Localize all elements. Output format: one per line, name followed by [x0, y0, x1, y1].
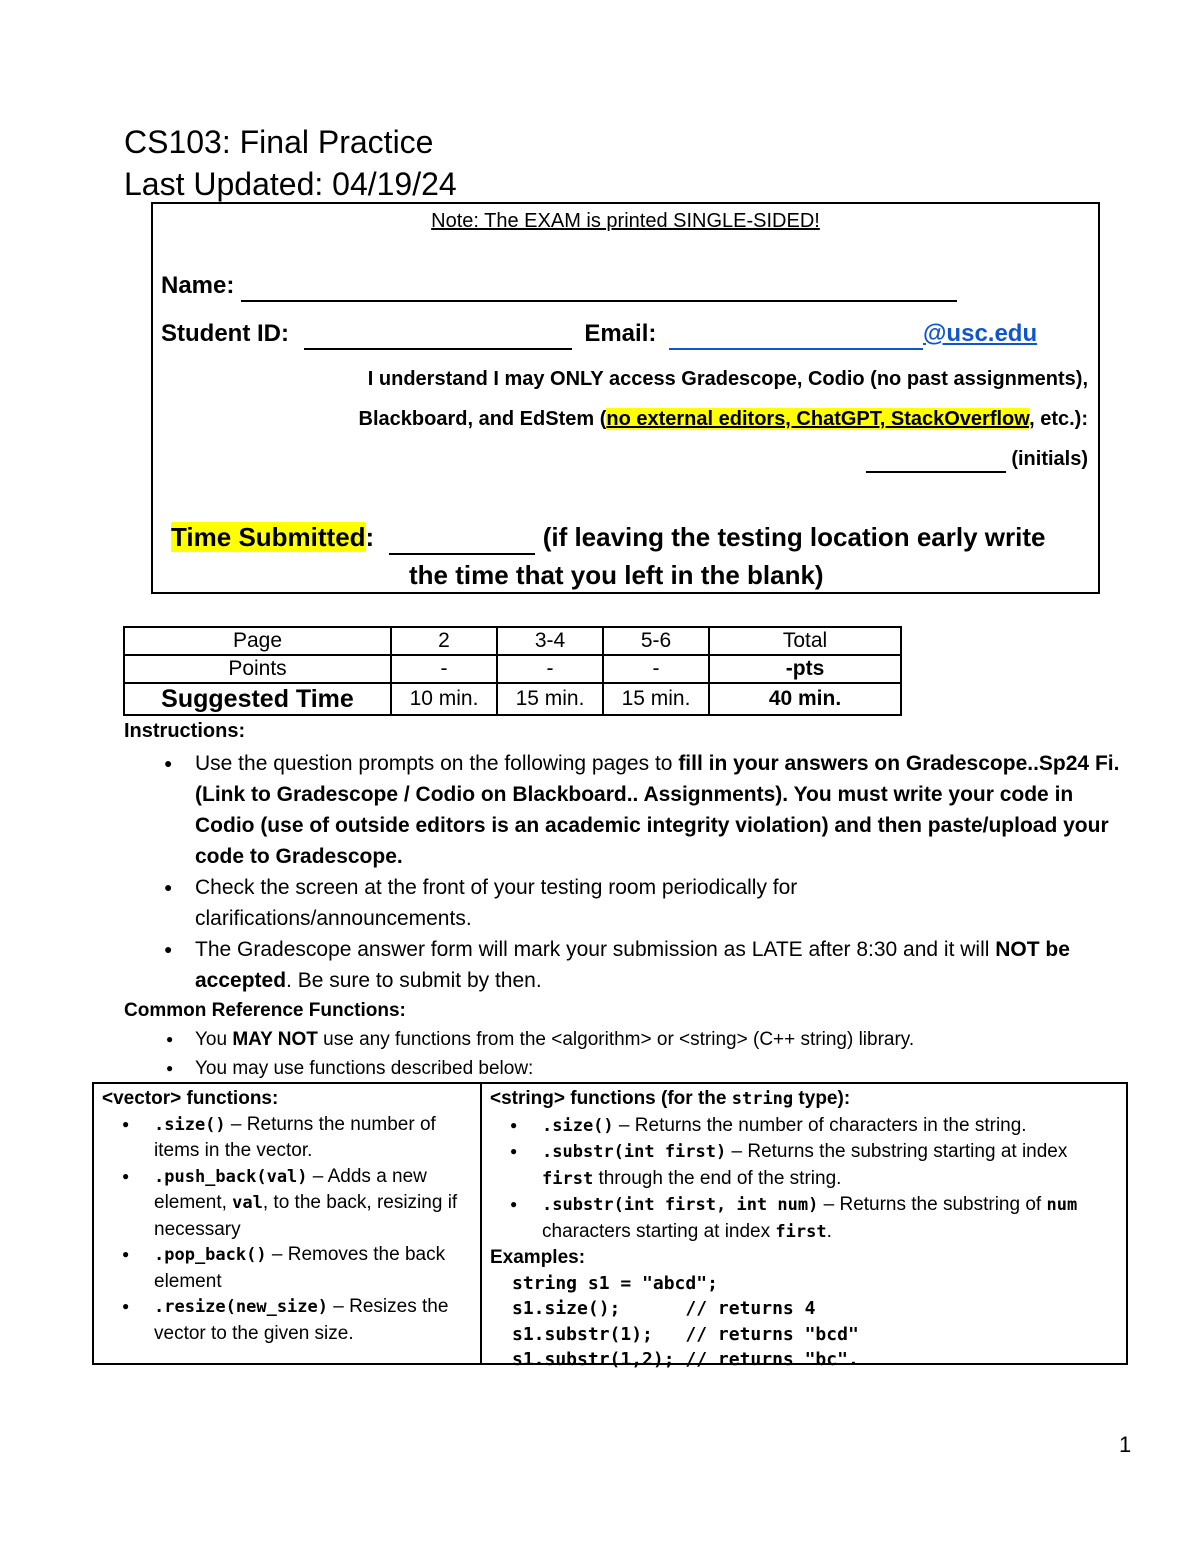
list-item	[124, 1025, 914, 1054]
code-line: s1.substr(1); // returns "bcd"	[512, 1323, 859, 1345]
list-item	[124, 872, 1124, 934]
function-desc: through the end of the string.	[593, 1167, 842, 1189]
table-cell: -	[497, 655, 603, 683]
list-item	[102, 1112, 474, 1164]
function-name: .size()	[542, 1115, 614, 1136]
item-text: Use the question prompts on the following pages to	[195, 752, 679, 775]
item-text: The Gradescope answer form will mark your submission as LATE after 8:30 and it will	[195, 938, 996, 961]
pledge-line-2	[359, 408, 1088, 431]
title-code: string	[731, 1089, 794, 1109]
table-cell: 5-6	[603, 627, 709, 655]
instructions-heading: Instructions:	[124, 720, 246, 742]
score-table	[123, 626, 902, 716]
function-name: .push_back(val)	[154, 1166, 308, 1187]
function-name: .substr(int first, int num)	[542, 1195, 819, 1215]
string-title	[490, 1086, 1120, 1113]
time-note-2: the time that you left in the blank)	[409, 560, 824, 590]
item-text: . Be sure to submit by then.	[286, 969, 542, 992]
param-name: first	[775, 1221, 827, 1242]
string-functions-column	[490, 1086, 1120, 1373]
reference-list	[124, 1025, 914, 1083]
document-title: CS103: Final Practice	[124, 124, 434, 160]
table-row	[124, 627, 901, 655]
item-bold-text: MAY NOT	[232, 1029, 318, 1050]
id-email-row	[161, 320, 1037, 350]
table-cell: 2	[391, 627, 497, 655]
function-desc: – Resizes the vector to the given size.	[154, 1296, 449, 1344]
instructions-list	[124, 748, 1124, 996]
list-item	[124, 934, 1124, 996]
function-desc: – Returns the substring starting at index	[726, 1141, 1068, 1162]
table-cell: Total	[709, 627, 901, 655]
student-info-box	[151, 202, 1100, 594]
table-row	[124, 655, 901, 683]
time-colon: :	[365, 522, 375, 552]
function-desc: characters starting at index	[542, 1220, 776, 1242]
param-name: num	[1046, 1195, 1078, 1215]
list-item	[124, 748, 1124, 872]
column-divider	[480, 1084, 482, 1363]
list-item	[102, 1164, 474, 1243]
title-text: <string> functions (for the	[490, 1088, 732, 1109]
table-cell: 3-4	[497, 627, 603, 655]
pledge-highlight: no external editors, ChatGPT, StackOverflow	[606, 408, 1030, 430]
list-item	[124, 1054, 914, 1083]
time-submitted-blank[interactable]	[389, 522, 535, 555]
table-cell: -	[603, 655, 709, 683]
initials-label: (initials)	[1011, 448, 1088, 470]
list-item	[490, 1113, 1120, 1140]
student-id-blank[interactable]	[304, 320, 572, 350]
item-text: You may use functions described below:	[195, 1058, 534, 1079]
list-item	[490, 1192, 1120, 1245]
reference-heading: Common Reference Functions:	[124, 1000, 406, 1021]
time-note-1: (if leaving the testing location early write	[542, 522, 1046, 552]
function-name: .size()	[154, 1114, 226, 1135]
vector-functions-column	[102, 1086, 474, 1346]
time-submitted-row	[171, 522, 1045, 555]
function-desc: – Returns the number of items in the vector.	[154, 1113, 436, 1161]
pledge-line-1: I understand I may ONLY access Gradescope, Codio (no past assignments),	[367, 368, 1088, 390]
table-cell: 40 min.	[709, 683, 901, 715]
student-id-label: Student ID:	[161, 320, 289, 347]
single-sided-note: Note: The EXAM is printed SINGLE-SIDED!	[431, 210, 820, 232]
code-line: s1.size(); // returns 4	[512, 1298, 816, 1319]
email-domain: @usc.edu	[923, 320, 1038, 347]
table-cell: Page	[124, 627, 391, 655]
time-submitted-label: Time Submitted	[171, 522, 366, 552]
list-item	[490, 1139, 1120, 1192]
table-cell: 10 min.	[391, 683, 497, 715]
reference-table	[92, 1082, 1128, 1370]
item-bold-text: NOT be accepted	[195, 938, 1070, 992]
examples-label: Examples:	[490, 1247, 586, 1268]
function-desc: – Removes the back element	[154, 1244, 446, 1292]
name-blank[interactable]	[241, 272, 957, 302]
item-text: You	[195, 1029, 233, 1050]
name-row	[161, 272, 957, 302]
code-line: s1.substr(1,2); // returns "bc".	[512, 1349, 859, 1370]
pledge-end: , etc.):	[1029, 408, 1088, 430]
item-text: use any functions from the <algorithm> or <string> (C++ string) library.	[317, 1029, 915, 1050]
item-text: Check the screen at the front of your testing room periodically for clarifications/announcements.	[195, 876, 798, 930]
table-cell: -	[391, 655, 497, 683]
function-name: .substr(int first)	[542, 1142, 727, 1162]
pledge-start: Blackboard, and EdStem (	[358, 408, 607, 430]
vector-title: <vector> functions:	[102, 1088, 279, 1109]
function-desc: – Returns the substring of	[818, 1194, 1047, 1215]
email-blank[interactable]	[669, 320, 923, 350]
table-cell: Suggested Time	[124, 683, 391, 715]
function-desc: .	[826, 1220, 832, 1242]
function-desc: , to the back, resizing if necessary	[154, 1192, 458, 1240]
list-item	[102, 1294, 474, 1346]
table-cell: Points	[124, 655, 391, 683]
name-label: Name:	[161, 272, 235, 299]
table-cell: 15 min.	[603, 683, 709, 715]
param-name: first	[542, 1168, 594, 1189]
function-name: .pop_back()	[154, 1245, 267, 1265]
table-row	[124, 683, 901, 715]
last-updated: Last Updated: 04/19/24	[124, 166, 457, 202]
item-bold-text: fill in your answers on Gradescope..Sp24 Fi. (Link to Gradescope / Codio on Blackboard.. Assignments). You must write your code in Codio (use of outside editors is an academic integrity violation) and then paste/upload your code to Gradescope.	[195, 752, 1120, 868]
code-line: string s1 = "abcd";	[512, 1272, 718, 1294]
title-text: type):	[793, 1088, 851, 1109]
table-cell: 15 min.	[497, 683, 603, 715]
function-name: .resize(new_size)	[154, 1297, 328, 1317]
page-number: 1	[1119, 1432, 1132, 1457]
function-desc: – Adds a new element,	[154, 1165, 427, 1213]
initials-row	[866, 448, 1088, 473]
param-name: val	[232, 1193, 263, 1213]
initials-blank[interactable]	[866, 448, 1006, 473]
list-item	[102, 1242, 474, 1294]
email-label: Email:	[584, 320, 657, 347]
table-cell: -pts	[709, 655, 901, 683]
function-desc: – Returns the number of characters in the string.	[613, 1114, 1027, 1136]
